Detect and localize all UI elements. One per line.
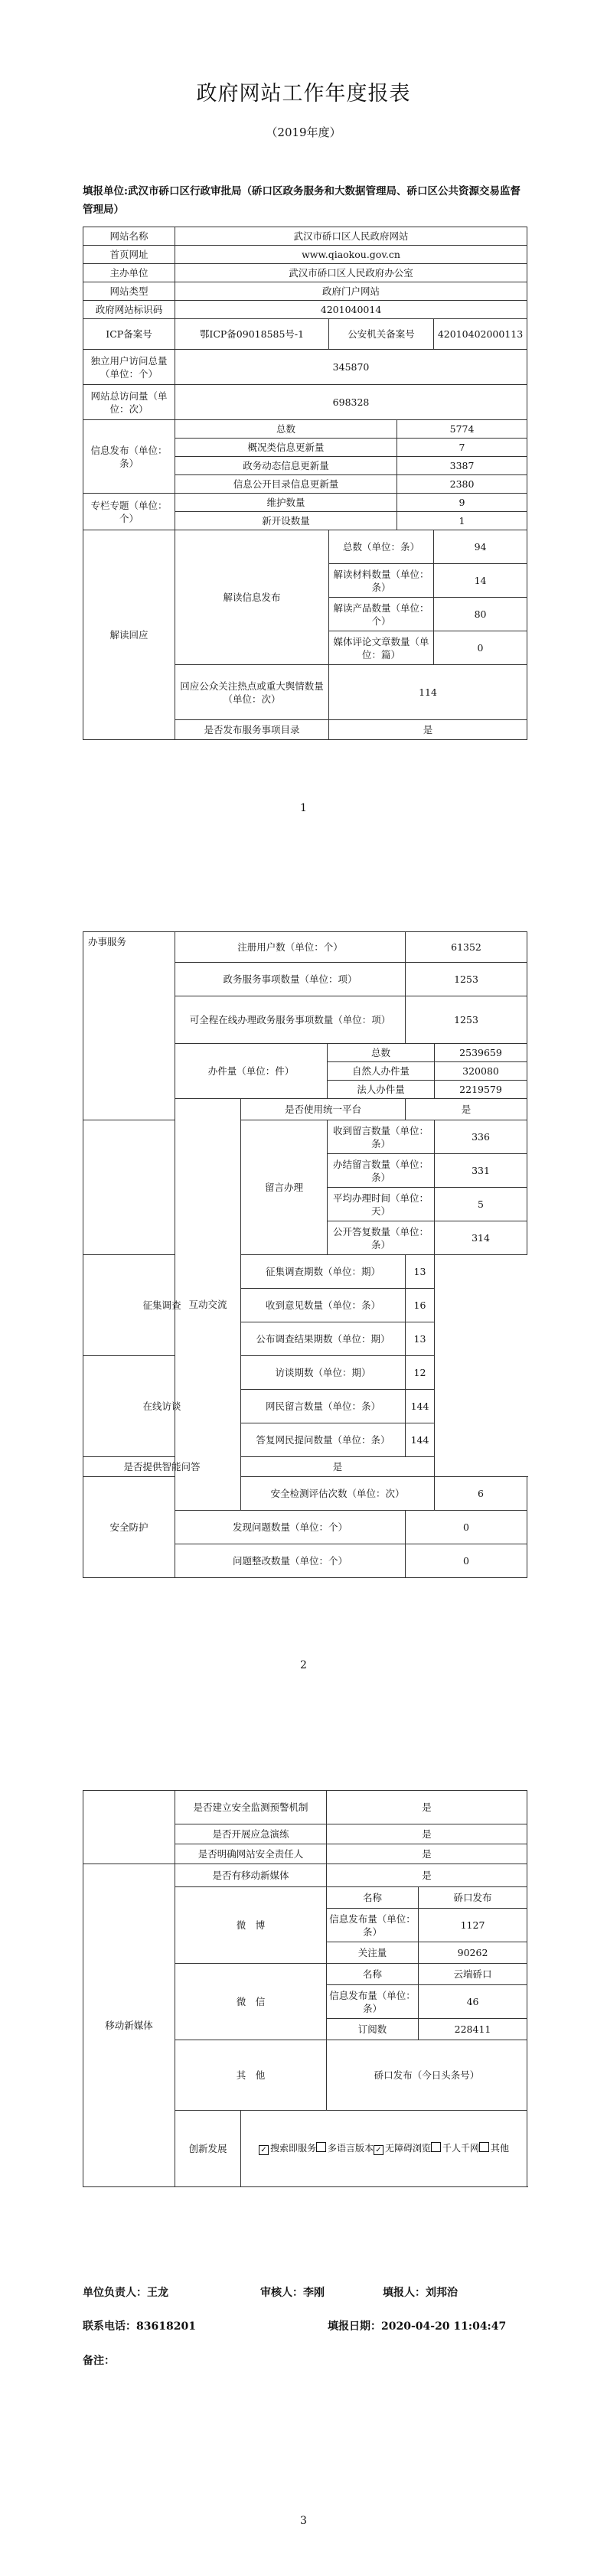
security-drill: 是: [327, 1824, 527, 1844]
label: 信息公开目录信息更新量: [175, 475, 397, 494]
affairs-online: 1253: [406, 996, 527, 1044]
label: 总数（单位：条）: [329, 530, 434, 564]
label: 回应公众关注热点或重大舆情数量（单位：次）: [175, 665, 329, 720]
msg-time: 5: [435, 1188, 527, 1221]
report-year: （2019年度）: [266, 126, 341, 139]
innovation-option-label: 多语言版本: [327, 2143, 374, 2154]
affairs-label: 办事服务: [83, 932, 175, 1120]
other-value: 硚口发布（今日头条号）: [327, 2040, 527, 2111]
label: 访谈期数（单位：期）: [241, 1356, 406, 1390]
innovation-option[interactable]: [374, 2143, 431, 2154]
affairs-legal: 2219579: [435, 1081, 527, 1099]
label: 是否提供智能问答: [83, 1457, 241, 1477]
info-overview: 7: [397, 439, 527, 457]
label: 注册用户数（单位：个）: [175, 932, 406, 963]
label: 平均办理时间（单位：天）: [328, 1188, 435, 1221]
msg-done: 331: [435, 1154, 527, 1188]
label: 媒体评论文章数量（单位：篇）: [329, 631, 434, 665]
info-dynamic: 3387: [397, 457, 527, 475]
affairs-natural: 320080: [435, 1062, 527, 1081]
label: 总数: [175, 420, 397, 439]
label: 订阅数: [327, 2019, 419, 2040]
checkbox-unchecked-icon[interactable]: [479, 2142, 489, 2152]
label: 网站总访问量（单位：次）: [83, 385, 175, 420]
basic-info-table: [83, 227, 527, 740]
interact-platform: 是: [406, 1099, 527, 1120]
host-org: 武汉市硚口区人民政府办公室: [175, 264, 527, 282]
label: 可全程在线办理政务服务事项数量（单位：项）: [175, 996, 406, 1044]
label: 是否开展应急演练: [175, 1824, 327, 1844]
label: 首页网址: [83, 246, 175, 264]
security-monitor: 是: [327, 1791, 527, 1824]
report-title: 政府网站工作年度报表: [196, 82, 411, 106]
innovation-option-label: 搜索即服务: [269, 2143, 316, 2154]
mobile-table: [83, 1790, 527, 2187]
col-pub: 13: [406, 1322, 435, 1356]
interact-smart: 是: [241, 1457, 435, 1477]
site-url: www.qiaokou.gov.cn: [175, 246, 527, 264]
col-views: 16: [406, 1289, 435, 1322]
label: 主办单位: [83, 264, 175, 282]
topic-maintain: 9: [397, 494, 527, 512]
int-q: 144: [406, 1390, 435, 1423]
msg-label: 留言办理: [241, 1120, 328, 1255]
site-type: 政府门户网站: [175, 282, 527, 301]
leader: 单位负责人：王龙: [83, 2287, 168, 2299]
online-label: 在线访谈: [83, 1356, 241, 1457]
innovation-option[interactable]: [479, 2143, 509, 2154]
label: 关注量: [327, 1942, 419, 1964]
page-number: 3: [300, 2515, 307, 2527]
label: 收到意见数量（单位：条）: [241, 1289, 406, 1322]
mobile-has: 是: [327, 1864, 527, 1887]
security-label: 安全防护: [83, 1477, 175, 1578]
checkbox-checked-icon[interactable]: ✓: [259, 2145, 269, 2155]
visits-value: 698328: [175, 385, 527, 420]
int-periods: 12: [406, 1356, 435, 1390]
fill-date: 填报日期：2020-04-20 11:04:47: [328, 2320, 507, 2333]
innovation-option-label: 无障碍浏览: [385, 2143, 432, 2154]
innovation-option-label: 其他: [491, 2143, 510, 2154]
innovation-label: 创新发展: [175, 2111, 241, 2187]
innovation-option[interactable]: [431, 2143, 479, 2154]
label: 收到留言数量（单位：条）: [328, 1120, 435, 1154]
label: ICP备案号: [83, 319, 175, 350]
label: 公安机关备案号: [329, 319, 434, 350]
interpret-hot: 114: [329, 665, 527, 720]
interact-label: 互动交流: [175, 1099, 241, 1511]
interpret-sub-label: 解读信息发布: [175, 530, 329, 665]
police-number: 42010402000113: [434, 319, 527, 350]
service-dir: 是: [329, 720, 527, 740]
label: 安全检测评估次数（单位：次）: [241, 1477, 435, 1511]
label: 公布调查结果期数（单位：期）: [241, 1322, 406, 1356]
interpret-material: 14: [434, 564, 527, 598]
label: 网站类型: [83, 282, 175, 301]
innovation-option[interactable]: [259, 2143, 316, 2154]
col-periods: 13: [406, 1255, 435, 1289]
label: 政务动态信息更新量: [175, 457, 397, 475]
affairs-items: 1253: [406, 963, 527, 996]
security-person: 是: [327, 1844, 527, 1864]
security-cont-label: [83, 1791, 175, 1864]
label: 政府网站标识码: [83, 301, 175, 319]
label: 信息发布量（单位：条）: [327, 1985, 419, 2019]
wechat-name: 云端硚口: [419, 1964, 527, 1985]
topic-new: 1: [397, 512, 527, 530]
topic-label: 专栏专题（单位：个）: [83, 494, 175, 530]
label: 名称: [327, 1964, 419, 1985]
msg-pub: 314: [435, 1221, 527, 1255]
checkbox-unchecked-icon[interactable]: [316, 2142, 326, 2152]
checkbox-unchecked-icon[interactable]: [431, 2142, 441, 2152]
label: 网站名称: [83, 227, 175, 246]
other-label: 其 他: [175, 2040, 327, 2111]
msg-spacer: [83, 1120, 175, 1255]
page-number: 1: [300, 802, 307, 814]
label: 是否使用统一平台: [241, 1099, 406, 1120]
label: 信息发布量（单位：条）: [327, 1909, 419, 1942]
security-fixed: 0: [406, 1544, 527, 1578]
int-a: 144: [406, 1423, 435, 1457]
innovation-option-label: 千人千网: [442, 2143, 480, 2154]
label: 名称: [327, 1887, 419, 1909]
label: 发现问题数量（单位：个）: [175, 1511, 406, 1544]
label: 新开设数量: [175, 512, 397, 530]
visitors-value: 345870: [175, 350, 527, 385]
label: 是否有移动新媒体: [175, 1864, 327, 1887]
innovation-options: [241, 2111, 527, 2187]
label: 答复网民提问数量（单位：条）: [241, 1423, 406, 1457]
label: 政务服务事项数量（单位：项）: [175, 963, 406, 996]
site-name: 武汉市硚口区人民政府网站: [175, 227, 527, 246]
wechat-subs: 228411: [419, 2019, 527, 2040]
interpret-media: 0: [434, 631, 527, 665]
security-found: 0: [406, 1511, 527, 1544]
label: 办结留言数量（单位：条）: [328, 1154, 435, 1188]
label: 法人办件量: [328, 1081, 435, 1099]
checkbox-checked-icon[interactable]: ✓: [374, 2145, 383, 2155]
security-eval: 6: [435, 1477, 527, 1511]
interpret-label: 解读回应: [83, 530, 175, 740]
affairs-total: 2539659: [435, 1044, 527, 1062]
interpret-product: 80: [434, 598, 527, 631]
icp-number: 鄂ICP备09018585号-1: [175, 319, 329, 350]
wechat-label: 微 信: [175, 1964, 327, 2040]
label: 是否建立安全监测预警机制: [175, 1791, 327, 1824]
note: 备注：: [83, 2355, 115, 2367]
col-label: 征集调查: [83, 1255, 241, 1356]
filling-unit: 填报单位:武汉市硚口区行政审批局（硚口区政务服务和大数据管理局、硚口区公共资源交易监督管理局）: [83, 185, 521, 216]
label: 维护数量: [175, 494, 397, 512]
label: 独立用户访问总量（单位：个）: [83, 350, 175, 385]
innovation-option[interactable]: [316, 2143, 374, 2154]
wechat-posts: 46: [419, 1985, 527, 2019]
interpret-total: 94: [434, 530, 527, 564]
label: 征集调查期数（单位：期）: [241, 1255, 406, 1289]
info-total: 5774: [397, 420, 527, 439]
mobile-label: 移动新媒体: [83, 1864, 175, 2187]
label: 解读产品数量（单位：个）: [329, 598, 434, 631]
phone: 联系电话：83618201: [83, 2320, 196, 2333]
weibo-label: 微 博: [175, 1887, 327, 1964]
label: 公开答复数量（单位：条）: [328, 1221, 435, 1255]
weibo-follow: 90262: [419, 1942, 527, 1964]
handled-label: 办件量（单位：件）: [175, 1044, 328, 1099]
label: 概况类信息更新量: [175, 439, 397, 457]
label: 网民留言数量（单位：条）: [241, 1390, 406, 1423]
label: 总数: [328, 1044, 435, 1062]
service-table: [83, 931, 527, 1578]
weibo-name: 硚口发布: [419, 1887, 527, 1909]
weibo-posts: 1127: [419, 1909, 527, 1942]
site-code: 4201040014: [175, 301, 527, 319]
page-number: 2: [300, 1659, 307, 1671]
label: 解读材料数量（单位：条）: [329, 564, 434, 598]
info-disclosure: 2380: [397, 475, 527, 494]
reviewer: 审核人：李刚: [260, 2287, 325, 2299]
label: 问题整改数量（单位：个）: [175, 1544, 406, 1578]
msg-recv: 336: [435, 1120, 527, 1154]
info-publish-label: 信息发布（单位：条）: [83, 420, 175, 494]
label: 是否发布服务事项目录: [175, 720, 329, 740]
label: 自然人办件量: [328, 1062, 435, 1081]
label: 是否明确网站安全责任人: [175, 1844, 327, 1864]
affairs-users: 61352: [406, 932, 527, 963]
filler-person: 填报人：刘邦治: [383, 2287, 458, 2299]
